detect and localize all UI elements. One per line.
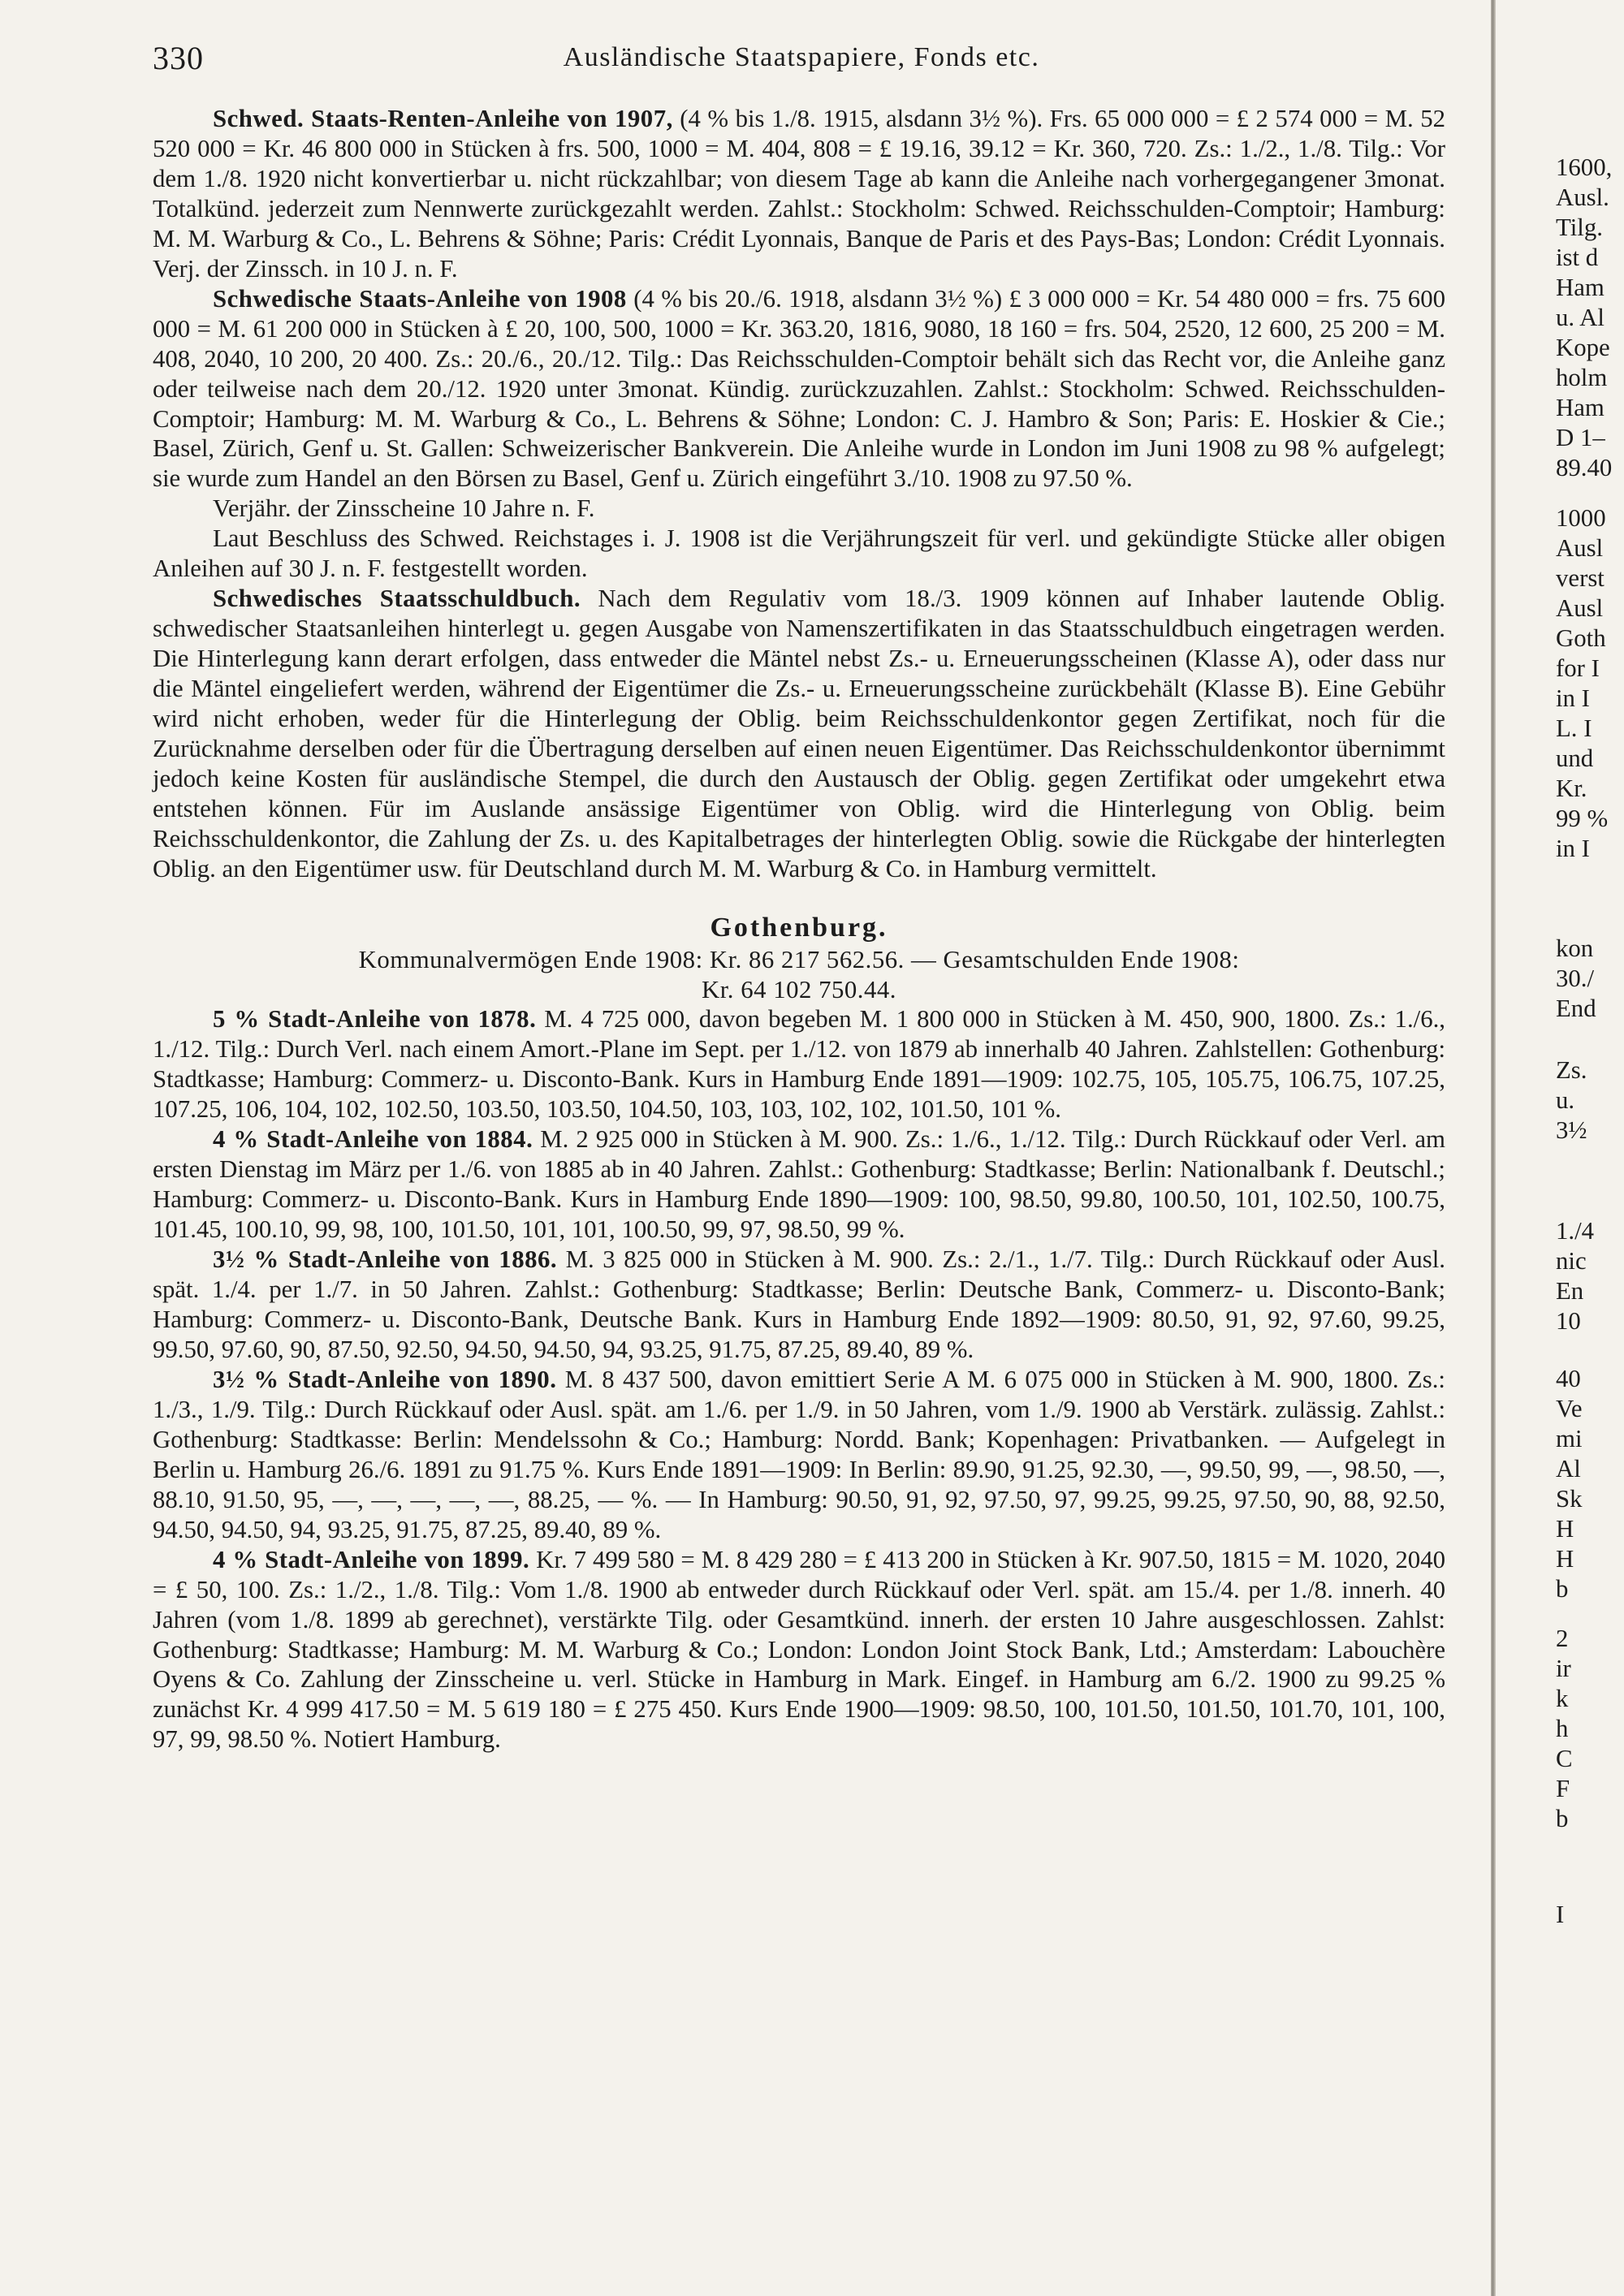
adjacent-text-fragment: C [1556, 1745, 1573, 1772]
adjacent-text-fragment: u. Al [1556, 304, 1605, 331]
entry-title: Schwedisches Staatsschuldbuch. [213, 585, 581, 613]
page-number: 330 [153, 40, 204, 76]
adjacent-text-fragment: H [1556, 1515, 1574, 1543]
entry-body: Nach dem Regulativ vom 18./3. 1909 können auf Inhaber lautende Oblig. schwedischer Staatsanleihen hinterlegt u. gegen Ausgabe von Namenszertifikaten in das Staatsschuldbuch eingetragen werden. Die Hinterlegung kann derart erfolgen, dass entweder die Mäntel nebst Zs.- u. Erneuerungsscheinen (Klasse A), oder dass nur die Mäntel eingeliefert werden, während der Eigentümer die Zs.- u. Erneuerungsscheine zurückbehält (Klasse B). Eine Gebühr wird nicht erhoben, weder für die Hinterlegung der Oblig. beim Reichsschuldenkontor gegen Zertifikat, noch für die Zurücknahme derselben oder für die Übertragung derselben auf einen neuen Eigentümer. Das Reichsschuldenkontor übernimmt jedoch keine Kosten für ausländische Stempel, die durch den Austausch der Oblig. gegen Zertifikat oder umgekehrt etwa entstehen können. Für im Auslande ansässige Eigentümer von Oblig. wird die Hinterlegung von Oblig. beim Reichsschuldenkontor, die Zahlung der Zs. u. des Kapitalbetrages der hinterlegten Oblig. sowie die Rückgabe der hinterlegten Oblig. an den Eigentümer usw. für Deutschland durch M. M. Warburg & Co. in Hamburg vermittelt. [153, 585, 1446, 883]
adjacent-text-fragment: 10 [1556, 1307, 1581, 1335]
adjacent-text-fragment: I [1556, 1901, 1565, 1928]
note-verjaehrung: Verjähr. der Zinsscheine 10 Jahre n. F. [213, 494, 595, 523]
adjacent-text-fragment: 1000 [1556, 504, 1606, 532]
adjacent-text-fragment: ir [1556, 1655, 1571, 1682]
adjacent-text-fragment: Zs. [1556, 1056, 1587, 1084]
entry-body: M. 8 437 500, davon emittiert Serie A M. 6 075 000 in Stücken à M. 900, 1800. Zs.: 1./3., 1./9. Tilg.: Durch Rückkauf oder Ausl. spät. am 1./6. per 1./9. in 50 Jahren, vom 1./9. 1900 ab Verstärk. zulässig. Zahlst.: Gothenburg: Stadtkasse: Berlin: Mendelssohn & Co.; Hamburg: Nordd. Bank; Kopenhagen: Privatbanken. — Aufgelegt in Berlin u. Hamburg 26./6. 1891 zu 91.75 %. Kurs Ende 1891—1909: In Berlin: 89.90, 91.25, 92.30, —, 99.50, 99, —, 98.50, —, 88.10, 91.50, 95, —, —, —, —, —, 88.25, — %. — In Hamburg: 90.50, 91, 92, 97.50, 97, 99.25, 99.25, 97.50, 90, 88, 92.50, 94.50, 94.50, 94, 93.25, 91.75, 87.25, 89.40, 89 %. [153, 1365, 1445, 1543]
adjacent-text-fragment: Tilg. [1556, 214, 1603, 241]
entry-stadt-anleihe-1884 [153, 1124, 1445, 1245]
adjacent-text-fragment: 30./ [1556, 965, 1595, 992]
section-summary-line-2: Kr. 64 102 750.44. [702, 975, 896, 1003]
adjacent-text-fragment: F [1556, 1775, 1570, 1802]
entry-title: Schwed. Staats-Renten-Anleihe von 1907, [213, 105, 673, 132]
adjacent-text-fragment: mi [1556, 1425, 1583, 1452]
entry-title: 4 % Stadt-Anleihe von 1884. [213, 1125, 533, 1154]
adjacent-text-fragment: u. [1556, 1086, 1575, 1114]
adjacent-text-fragment: H [1556, 1545, 1574, 1573]
adjacent-text-fragment: in I [1556, 835, 1590, 862]
entry-stadt-anleihe-1886 [153, 1245, 1445, 1365]
entry-body: Kr. 7 499 580 = M. 8 429 280 = £ 413 200 in Stücken à Kr. 907.50, 1815 = M. 1020, 2040 = £ 50, 100. Zs.: 1./2., 1./8. Tilg.: Vom 1./8. 1900 ab entweder durch Rückkauf oder Verl. spät. am 15./4. per 1./8. innerh. 40 Jahren (vom 1./8. 1899 ab gerechnet), verstärkte Tilg. oder Gesamtkünd. innerh. der ersten 10 Jahre ausgeschlossen. Zahlst: Gothenburg: Stadtkasse; Hamburg: M. M. Warburg & Co.; London: London Joint Stock Bank, Ltd.; Amsterdam: Labouchère Oyens & Co. Zahlung der Zinsscheine u. verl. Stücke in Hamburg in Mark. Eingef. in Hamburg am 6./2. 1900 zu 99.25 % zunächst Kr. 4 999 417.50 = M. 5 619 180 = £ 275 450. Kurs Ende 1900—1909: 98.50, 100, 101.50, 101.50, 101.70, 101, 100, 97, 99, 98.50 %. Notiert Hamburg. [153, 1545, 1445, 1754]
adjacent-text-fragment: holm [1556, 364, 1608, 391]
running-head: Ausländische Staatspapiere, Fonds etc. [563, 42, 1040, 72]
adjacent-text-fragment: 40 [1556, 1365, 1581, 1392]
adjacent-text-fragment: End [1556, 995, 1596, 1022]
adjacent-text-fragment: nic [1556, 1247, 1587, 1275]
adjacent-text-fragment: Ham [1556, 274, 1605, 301]
main-text-column [153, 104, 1445, 1754]
adjacent-text-fragment: 3½ [1556, 1116, 1587, 1144]
entry-body: M. 4 725 000, davon begeben M. 1 800 000 in Stücken à M. 450, 900, 1800. Zs.: 1./6., 1./12. Tilg.: Durch Verl. nach einem Amort.-Plane im Sept. per 1./12. von 1879 ab innerhalb 40 Jahren. Zahlstellen: Gothenburg: Stadtkasse; Hamburg: Commerz- u. Disconto-Bank. Kurs in Hamburg Ende 1891—1909: 102.75, 105, 105.75, 106.75, 107.25, 107.25, 106, 104, 102, 102.50, 103.50, 103.50, 104.50, 103, 103, 102, 102, 101.50, 101 %. [153, 1005, 1445, 1124]
adjacent-text-fragment: verst [1556, 564, 1605, 592]
adjacent-text-fragment: D 1– [1556, 424, 1605, 451]
adjacent-text-fragment: in I [1556, 684, 1590, 712]
section-title: Gothenburg. [710, 912, 888, 943]
adjacent-text-fragment: En [1556, 1277, 1584, 1305]
section-gothenburg [153, 912, 1445, 1755]
adjacent-text-fragment: k [1556, 1685, 1569, 1712]
adjacent-text-fragment: Kope [1556, 334, 1610, 361]
adjacent-text-fragment: Kr. [1556, 775, 1587, 802]
adjacent-text-fragment: Sk [1556, 1485, 1583, 1513]
note-reichstag-beschluss: Laut Beschluss des Schwed. Reichstages i. J. 1908 ist die Verjährungszeit für verl. und gekündigte Stücke aller obigen Anleihen auf 30 J. n. F. festgestellt worden. [153, 524, 1445, 583]
adjacent-text-fragment: Ham [1556, 394, 1605, 421]
entry-body: (4 % bis 1./8. 1915, alsdann 3½ %). Frs. 65 000 000 = £ 2 574 000 = M. 52 520 000 = Kr. 46 800 000 in Stücken à frs. 500, 1000 = M. 404, 808 = £ 19.16, 39.12 = Kr. 360, 720. Zs.: 1./2., 1./8. Tilg.: Vor dem 1./8. 1920 nicht konvertierbar u. nicht rückzahlbar; von diesem Tage ab kann die Anleihe nach vorhergegangener 3monat. Totalkünd. jederzeit zum Nennwerte zurückgezahlt werden. Zahlst.: Stockholm: Schwed. Reichsschulden-Comptoir; Hamburg: M. M. Warburg & Co., L. Behrens & Söhne; Paris: Crédit Lyonnais, Banque de Paris et des Pays-Bas; London: Crédit Lyonnais. Verj. der Zinssch. in 10 J. n. F. [153, 105, 1446, 283]
adjacent-text-fragment: ist d [1556, 244, 1599, 271]
entry-title: 3½ % Stadt-Anleihe von 1886. [213, 1245, 558, 1274]
adjacent-text-fragment: for I [1556, 654, 1600, 682]
adjacent-text-fragment: Al [1556, 1455, 1581, 1482]
adjacent-text-fragment: Ausl [1556, 594, 1604, 622]
entry-stadt-anleihe-1890 [153, 1365, 1445, 1545]
adjacent-text-fragment: 1./4 [1556, 1217, 1595, 1245]
adjacent-text-fragment: 89.40 [1556, 454, 1613, 481]
adjacent-text-fragment: L. I [1556, 714, 1592, 742]
entry-staats-renten-anleihe-1907 [153, 104, 1445, 284]
page-header [153, 39, 1450, 88]
adjacent-text-fragment: b [1556, 1805, 1569, 1832]
adjacent-text-fragment: 99 % [1556, 805, 1609, 832]
adjacent-text-fragment: Ve [1556, 1395, 1583, 1422]
page-gutter-divider [1491, 0, 1496, 2296]
entry-staats-anleihe-1908 [153, 284, 1445, 494]
entry-stadt-anleihe-1878 [153, 1004, 1445, 1124]
entry-title: 4 % Stadt-Anleihe von 1899. [213, 1545, 530, 1573]
entry-body: M. 3 825 000 in Stücken à M. 900. Zs.: 2./1., 1./7. Tilg.: Durch Rückkauf oder Ausl. spät. 1./4. per 1./7. in 50 Jahren. Zahlst.: Gothenburg: Stadtkasse; Berlin: Deutsche Bank, Commerz- u. Disconto-Bank; Hamburg: Commerz- u. Disconto-Bank, Deutsche Bank. Kurs in Hamburg Ende 1892—1909: 80.50, 91, 92, 97.60, 99.25, 99.50, 97.60, 90, 87.50, 92.50, 94.50, 94.50, 94, 93.25, 91.75, 87.25, 89.40, 89 %. [153, 1245, 1445, 1363]
adjacent-text-fragment: Ausl. [1556, 183, 1609, 211]
entry-title: 5 % Stadt-Anleihe von 1878. [213, 1005, 537, 1034]
adjacent-text-fragment: Ausl [1556, 534, 1604, 562]
entry-body: (4 % bis 20./6. 1918, alsdann 3½ %) £ 3 000 000 = Kr. 54 480 000 = frs. 75 600 000 = M. 61 200 000 in Stücken à £ 20, 100, 500, 1000 = Kr. 363.20, 1816, 9080, 18 160 = frs. 504, 2520, 12 600, 25 200 = M. 408, 2040, 10 200, 20 400. Zs.: 20./6., 20./12. Tilg.: Das Reichsschulden-Comptoir behält sich das Recht vor, die Anleihe ganz oder teilweise nach dem 20./12. 1920 unter 3monat. Kündig. zurückzuzahlen. Zahlst.: Stockholm: Schwed. Reichsschulden-Comptoir; Hamburg: M. M. Warburg & Co., L. Behrens & Söhne; London: C. J. Hambro & Son; Paris: E. Hoskier & Cie.; Basel, Zürich, Genf u. St. Gallen: Schweizerischer Bankverein. Die Anleihe wurde in London im Juni 1908 zu 98 % aufgelegt; sie wurde zum Handel an den Börsen zu Basel, Genf u. Zürich eingeführt 3./10. 1908 zu 97.50 %. [153, 284, 1445, 493]
entry-staatsschuldbuch [153, 584, 1445, 884]
adjacent-text-fragment: und [1556, 744, 1594, 772]
adjacent-text-fragment: 2 [1556, 1625, 1569, 1652]
adjacent-text-fragment: kon [1556, 934, 1594, 962]
section-summary-line-1: Kommunalvermögen Ende 1908: Kr. 86 217 562.56. — Gesamtschulden Ende 1908: [358, 945, 1240, 973]
entry-title: 3½ % Stadt-Anleihe von 1890. [213, 1365, 557, 1393]
entry-stadt-anleihe-1899 [153, 1545, 1445, 1755]
adjacent-page-column [1556, 0, 1624, 2296]
adjacent-text-fragment: 1600, [1556, 153, 1613, 181]
adjacent-text-fragment: Goth [1556, 624, 1606, 652]
entry-body: M. 2 925 000 in Stücken à M. 900. Zs.: 1./6., 1./12. Tilg.: Durch Rückkauf oder Verl. am ersten Dienstag im März per 1./6. von 1885 ab in 40 Jahren. Zahlst.: Gothenburg: Stadtkasse; Berlin: Nationalbank f. Deutschl.; Hamburg: Commerz- u. Disconto-Bank. Kurs in Hamburg Ende 1890—1909: 100, 98.50, 99.80, 100.50, 101, 102.50, 100.75, 101.45, 100.10, 99, 98, 100, 101.50, 101, 101, 100.50, 99, 97, 98.50, 99 %. [153, 1125, 1446, 1244]
adjacent-text-fragment: b [1556, 1575, 1569, 1603]
adjacent-text-fragment: h [1556, 1715, 1569, 1742]
entry-title: Schwedische Staats-Anleihe von 1908 [213, 284, 627, 313]
